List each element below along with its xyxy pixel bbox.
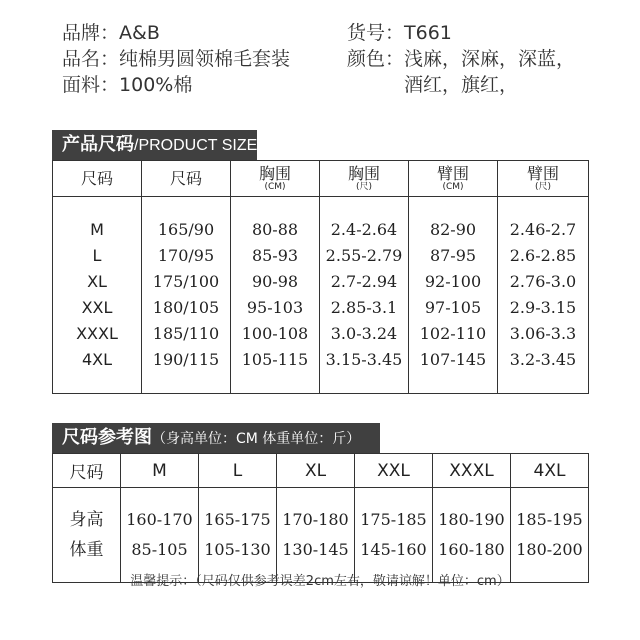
ref-table-body: [53, 488, 589, 583]
size-reference-title: 尺码参考图: [62, 427, 152, 448]
size-reference-table: [52, 453, 589, 583]
arm-cm-column: 82-90 87-95 92-100 97-105 102-110 107-145: [409, 197, 498, 394]
product-info-left: [62, 20, 290, 98]
header-arm-cm: 臂围 (CM): [409, 161, 498, 197]
size-reference-banner: [52, 423, 380, 453]
ref-column-l: 165-175 105-130: [199, 488, 277, 583]
weight-label: 体重: [69, 540, 104, 560]
size-code-column: M L XL XXL XXXL 4XL: [53, 197, 142, 394]
product-name-label: 品名：: [62, 48, 120, 70]
ref-size-header: L: [199, 454, 277, 488]
header-chest-chi: 胸围 (尺): [320, 161, 409, 197]
size-reference-unit-note: （身高单位：CM 体重单位：斤）: [152, 431, 361, 447]
color-row-continued: [347, 72, 575, 98]
color-value-line1: 浅麻，深麻，深蓝，: [404, 48, 576, 70]
header-size-spec: 尺码: [142, 161, 231, 197]
product-size-table: [52, 160, 589, 394]
height-label: 身高: [69, 510, 104, 530]
ref-column-xl: 170-180 130-145: [277, 488, 355, 583]
ref-row-labels: [53, 488, 121, 583]
unit-chi: (尺): [355, 181, 373, 192]
header-size-code: 尺码: [53, 161, 142, 197]
color-label: 颜色：: [347, 48, 405, 70]
size-table-body: [53, 197, 589, 394]
ref-size-header: 4XL: [511, 454, 589, 488]
unit-cm: (CM): [442, 181, 464, 192]
color-value-line2: 酒红，旗红，: [404, 74, 519, 96]
sku-value: T661: [404, 22, 452, 44]
ref-column-xxxl: 180-190 160-180: [433, 488, 511, 583]
ref-size-header: XXL: [355, 454, 433, 488]
product-size-title: 产品尺码: [62, 134, 134, 155]
ref-corner-header: 尺码: [53, 454, 121, 488]
footnote: 温馨提示：（尺码仅供参考误差2cm左右，敬请谅解！单位：cm）: [130, 574, 510, 589]
arm-chi-column: 2.46-2.7 2.6-2.85 2.76-3.0 2.9-3.15 3.06-3.3 3.2-3.45: [498, 197, 589, 394]
fabric-label: 面料：: [62, 74, 120, 96]
ref-size-header: M: [121, 454, 199, 488]
header-chest-cm: 胸围 (CM): [231, 161, 320, 197]
product-name-row: [62, 46, 290, 72]
sku-row: [347, 20, 575, 46]
chest-cm-column: 80-88 85-93 90-98 95-103 100-108 105-115: [231, 197, 320, 394]
unit-chi: (尺): [534, 181, 552, 192]
fabric-row: [62, 72, 290, 98]
product-size-banner: [52, 130, 257, 160]
product-name-value: 纯棉男圆领棉毛套装: [119, 48, 291, 70]
size-table-header-row: [53, 161, 589, 197]
sku-label: 货号：: [347, 22, 405, 44]
color-row: [347, 46, 575, 72]
brand-label: 品牌：: [62, 22, 120, 44]
product-size-title-en: /PRODUCT SIZE: [134, 137, 258, 154]
brand-value: A&B: [119, 22, 160, 44]
ref-table-header-row: [53, 454, 589, 488]
chest-chi-column: 2.4-2.64 2.55-2.79 2.7-2.94 2.85-3.1 3.0-3.24 3.15-3.45: [320, 197, 409, 394]
product-info-right: [347, 20, 575, 98]
ref-column-m: 160-170 85-105: [121, 488, 199, 583]
header-arm-chi: 臂围 (尺): [498, 161, 589, 197]
unit-cm: (CM): [264, 181, 286, 192]
ref-size-header: XXXL: [433, 454, 511, 488]
fabric-value: 100%棉: [119, 74, 193, 96]
ref-column-xxl: 175-185 145-160: [355, 488, 433, 583]
ref-size-header: XL: [277, 454, 355, 488]
brand-row: [62, 20, 290, 46]
ref-column-4xl: 185-195 180-200: [511, 488, 589, 583]
size-spec-column: 165/90 170/95 175/100 180/105 185/110 190/115: [142, 197, 231, 394]
